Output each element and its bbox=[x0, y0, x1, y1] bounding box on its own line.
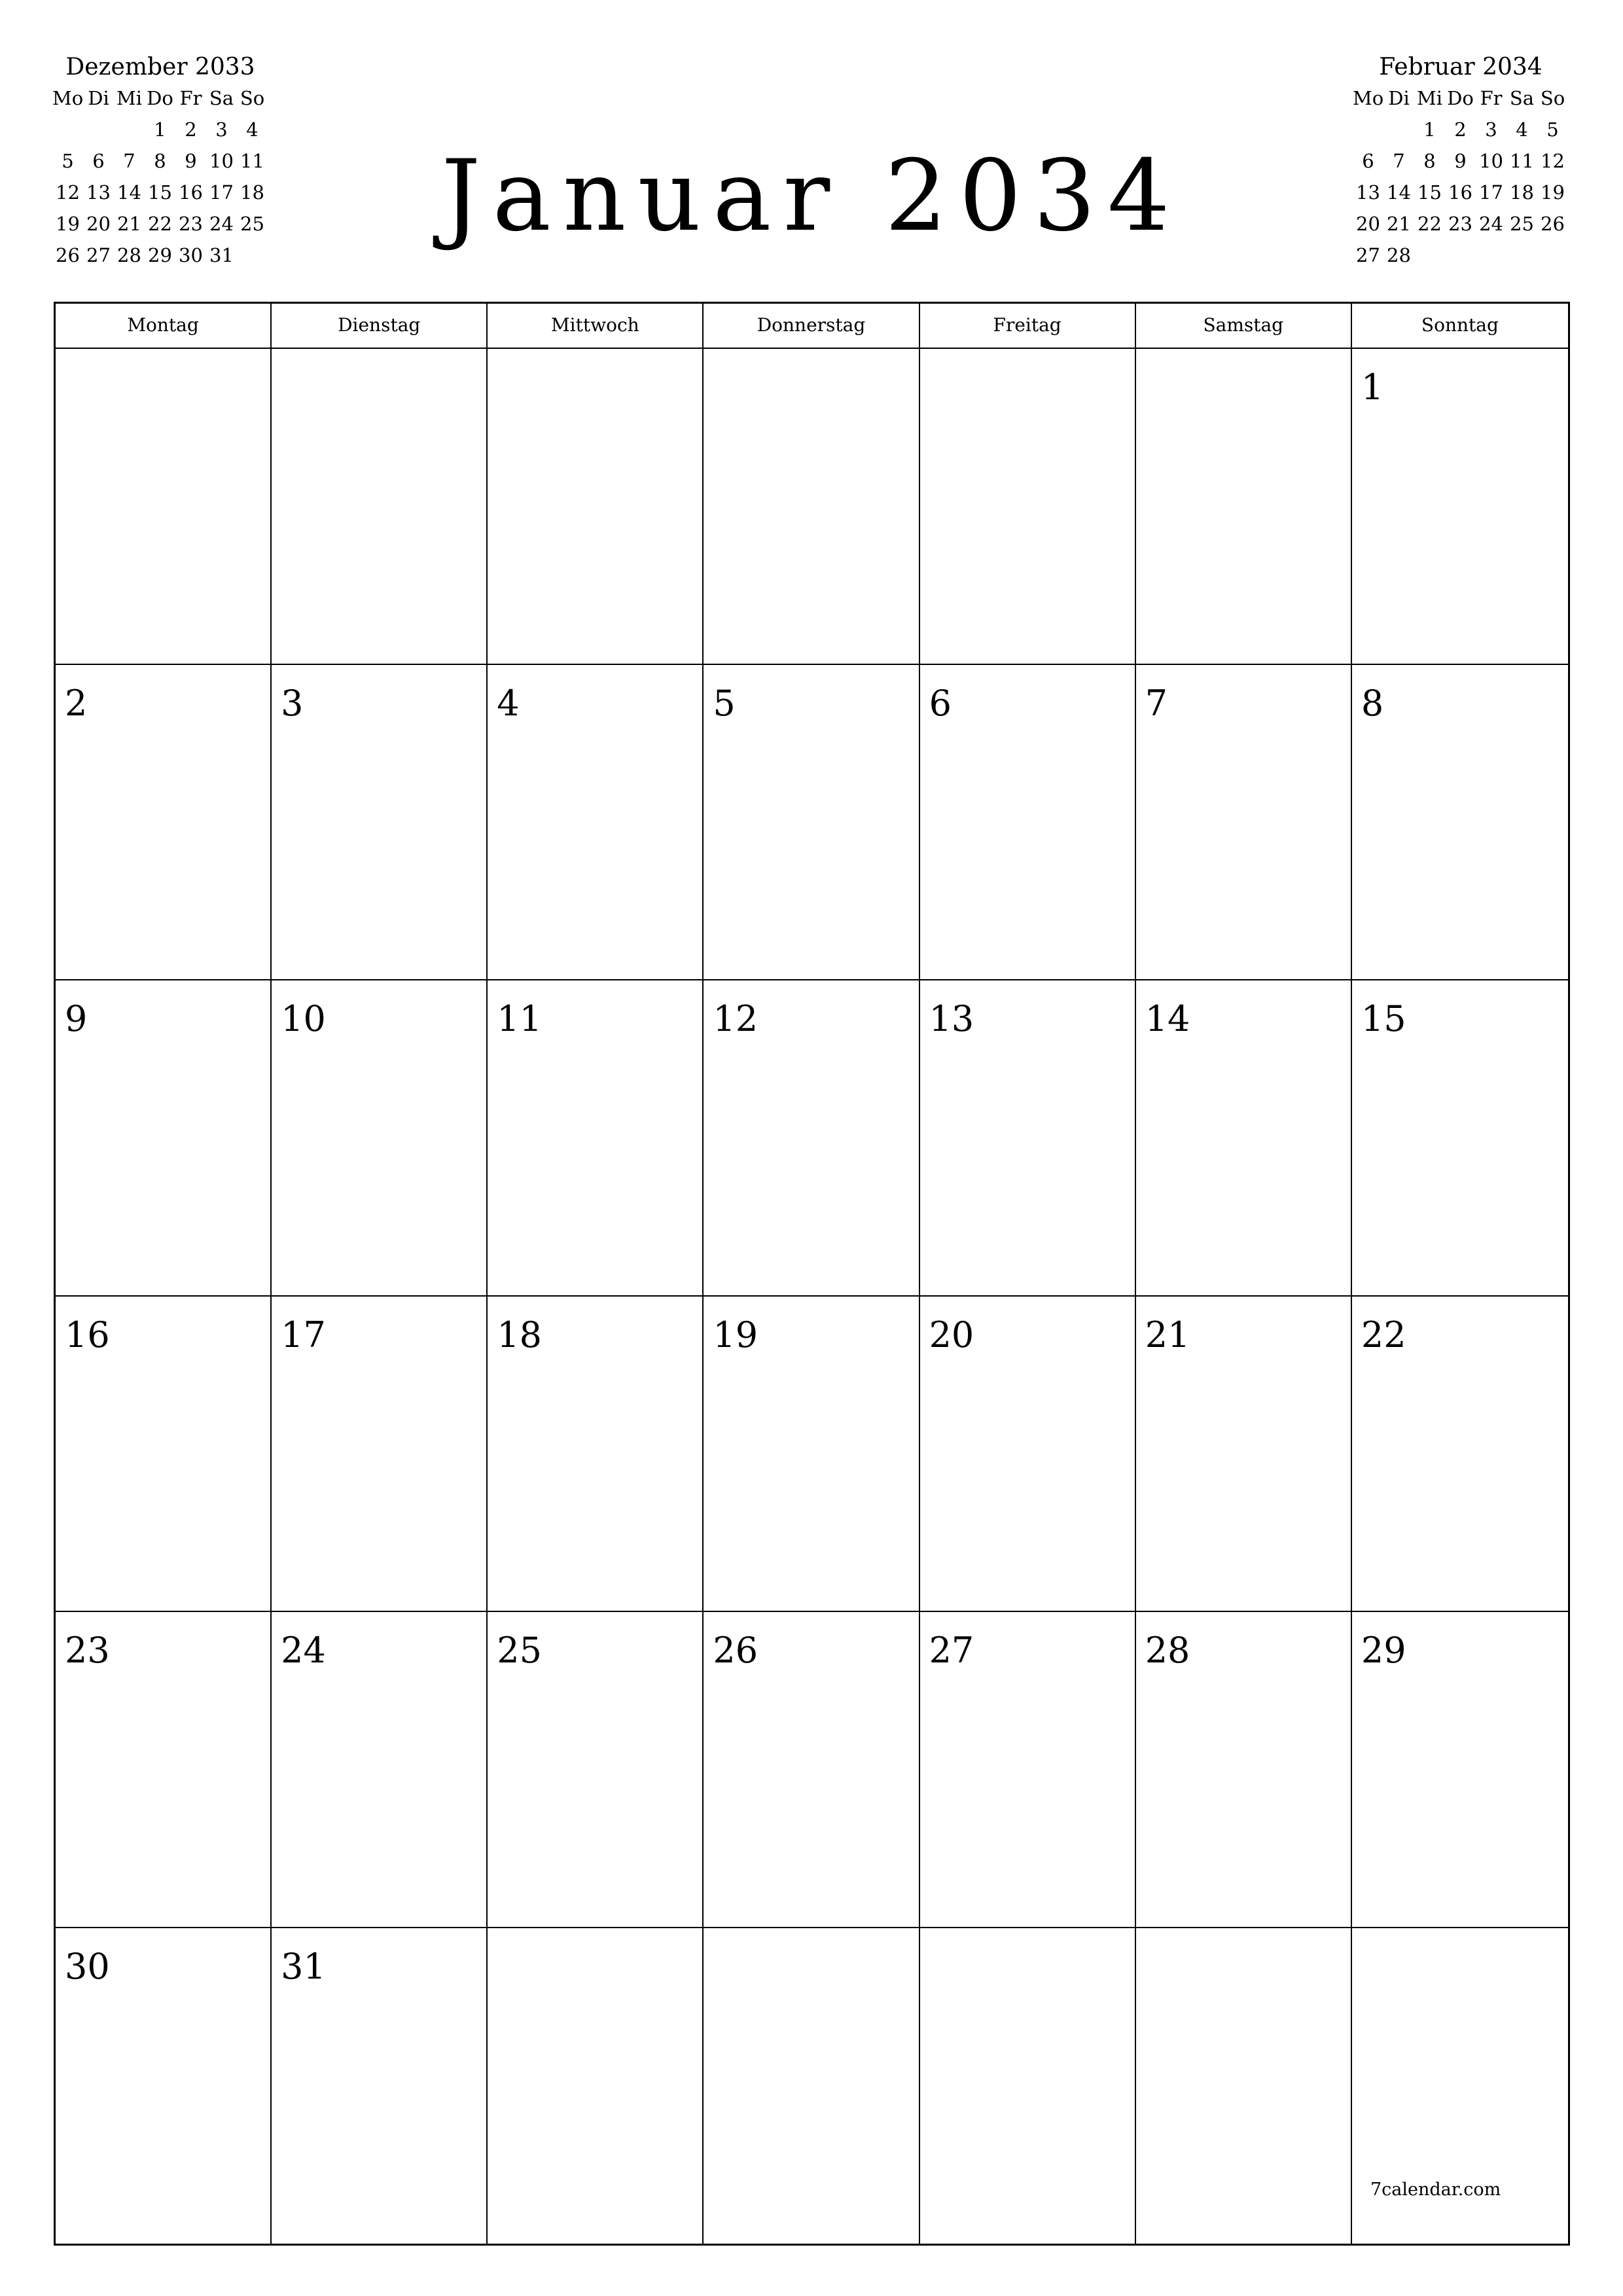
mini-day bbox=[1383, 114, 1414, 145]
day-number: 14 bbox=[1145, 998, 1190, 1039]
mini-day bbox=[1353, 114, 1383, 145]
day-cell bbox=[704, 665, 919, 981]
day-number: 18 bbox=[497, 1314, 542, 1355]
mini-day: 26 bbox=[1541, 213, 1565, 235]
mini-day: 9 bbox=[1454, 150, 1467, 172]
day-number: 5 bbox=[713, 682, 736, 724]
mini-day: 9 bbox=[185, 150, 197, 172]
mini-day: 5 bbox=[62, 150, 74, 172]
mini-calendar-next-month bbox=[1353, 52, 1569, 271]
day-cell bbox=[272, 349, 488, 665]
weekday-header: Samstag bbox=[1136, 304, 1352, 349]
mini-day: 4 bbox=[1516, 118, 1528, 141]
mini-day: 25 bbox=[1510, 213, 1534, 235]
mini-day: 31 bbox=[209, 244, 234, 266]
mini-day: 23 bbox=[1448, 213, 1472, 235]
day-number: 10 bbox=[281, 998, 326, 1039]
day-cell bbox=[704, 1928, 919, 2244]
mini-day: 11 bbox=[1510, 150, 1534, 172]
day-number: 19 bbox=[713, 1314, 758, 1355]
mini-day bbox=[1537, 240, 1568, 271]
mini-weekday-label: So bbox=[1540, 87, 1565, 109]
weekday-header: Mittwoch bbox=[488, 304, 704, 349]
day-number: 20 bbox=[929, 1314, 974, 1355]
day-number: 23 bbox=[65, 1630, 110, 1671]
day-number: 16 bbox=[65, 1314, 110, 1355]
mini-day: 14 bbox=[117, 181, 141, 204]
page-title: Januar 2034 bbox=[441, 139, 1182, 253]
mini-day: 8 bbox=[154, 150, 166, 172]
day-cell bbox=[704, 1612, 919, 1928]
mini-day: 24 bbox=[1479, 213, 1503, 235]
day-cell bbox=[1136, 665, 1352, 981]
day-number: 13 bbox=[929, 998, 974, 1039]
mini-calendar-grid bbox=[52, 82, 268, 271]
mini-day: 6 bbox=[1362, 150, 1374, 172]
mini-weekday-label: Sa bbox=[209, 87, 234, 109]
mini-day bbox=[237, 240, 268, 271]
mini-day: 12 bbox=[56, 181, 80, 204]
mini-day: 16 bbox=[1448, 181, 1472, 204]
mini-day: 17 bbox=[1479, 181, 1503, 204]
day-cell bbox=[1352, 1297, 1568, 1613]
mini-day: 1 bbox=[154, 118, 166, 141]
day-number: 24 bbox=[281, 1630, 326, 1671]
mini-weekday-label: Mo bbox=[1353, 87, 1384, 109]
mini-weekday-label: Fr bbox=[1480, 87, 1503, 109]
day-number: 17 bbox=[281, 1314, 326, 1355]
day-cell bbox=[704, 349, 919, 665]
mini-day: 3 bbox=[215, 118, 228, 141]
mini-calendar-title: Dezember 2033 bbox=[65, 54, 255, 81]
mini-day: 13 bbox=[1356, 181, 1380, 204]
day-cell bbox=[56, 1928, 272, 2244]
weekday-header: Sonntag bbox=[1352, 304, 1568, 349]
day-cell bbox=[488, 1297, 704, 1613]
day-cell bbox=[272, 980, 488, 1297]
mini-day: 20 bbox=[1356, 213, 1380, 235]
day-cell bbox=[1136, 1297, 1352, 1613]
day-number: 15 bbox=[1361, 998, 1406, 1039]
day-number: 8 bbox=[1361, 682, 1384, 724]
mini-weekday-label: So bbox=[240, 87, 265, 109]
mini-day: 30 bbox=[179, 244, 203, 266]
day-number: 27 bbox=[929, 1630, 974, 1671]
mini-day: 3 bbox=[1485, 118, 1497, 141]
mini-weekday-label: Di bbox=[1388, 87, 1410, 109]
mini-day bbox=[1476, 240, 1507, 271]
mini-weekday-label: Do bbox=[1447, 87, 1474, 109]
mini-weekday-label: Di bbox=[88, 87, 109, 109]
mini-calendar-title: Februar 2034 bbox=[1379, 54, 1543, 81]
day-number: 12 bbox=[713, 998, 758, 1039]
mini-day: 11 bbox=[240, 150, 264, 172]
mini-day bbox=[114, 114, 145, 145]
day-cell bbox=[1352, 349, 1568, 665]
day-number: 25 bbox=[497, 1630, 542, 1671]
mini-day: 21 bbox=[117, 213, 141, 235]
mini-weekday-label: Mi bbox=[1417, 87, 1442, 109]
mini-day: 16 bbox=[179, 181, 203, 204]
day-cell bbox=[920, 665, 1136, 981]
day-number: 7 bbox=[1145, 682, 1168, 724]
day-cell bbox=[704, 1297, 919, 1613]
day-number: 21 bbox=[1145, 1314, 1190, 1355]
mini-day: 8 bbox=[1423, 150, 1436, 172]
day-number: 28 bbox=[1145, 1630, 1190, 1671]
mini-calendar-grid bbox=[1353, 82, 1569, 271]
weekday-header: Dienstag bbox=[272, 304, 488, 349]
mini-day: 28 bbox=[1387, 244, 1411, 266]
day-cell bbox=[488, 1612, 704, 1928]
day-cell bbox=[272, 665, 488, 981]
mini-day: 7 bbox=[1393, 150, 1405, 172]
day-number: 30 bbox=[65, 1945, 110, 1987]
day-cell bbox=[1136, 980, 1352, 1297]
mini-day: 24 bbox=[209, 213, 234, 235]
mini-day: 25 bbox=[240, 213, 264, 235]
mini-day bbox=[1507, 240, 1537, 271]
day-cell bbox=[704, 980, 919, 1297]
mini-weekday-label: Fr bbox=[179, 87, 202, 109]
day-cell bbox=[56, 1297, 272, 1613]
day-number: 4 bbox=[497, 682, 520, 724]
mini-day: 14 bbox=[1387, 181, 1411, 204]
day-cell bbox=[1352, 980, 1568, 1297]
weekday-header: Donnerstag bbox=[704, 304, 919, 349]
mini-day: 18 bbox=[240, 181, 264, 204]
day-cell bbox=[272, 1297, 488, 1613]
mini-day: 28 bbox=[117, 244, 141, 266]
mini-weekday-label: Mi bbox=[116, 87, 142, 109]
day-cell bbox=[1136, 349, 1352, 665]
day-number: 11 bbox=[497, 998, 542, 1039]
day-number: 3 bbox=[281, 682, 304, 724]
day-cell bbox=[56, 980, 272, 1297]
mini-day bbox=[83, 114, 114, 145]
mini-day: 18 bbox=[1510, 181, 1534, 204]
weekday-header: Montag bbox=[56, 304, 272, 349]
day-number: 9 bbox=[65, 998, 88, 1039]
mini-day: 15 bbox=[1418, 181, 1442, 204]
day-number: 2 bbox=[65, 682, 88, 724]
mini-day: 22 bbox=[1418, 213, 1442, 235]
mini-day: 27 bbox=[1356, 244, 1380, 266]
footer-credit: 7calendar.com bbox=[1370, 2179, 1501, 2200]
day-cell bbox=[56, 349, 272, 665]
day-cell bbox=[1136, 1612, 1352, 1928]
day-number: 1 bbox=[1361, 367, 1384, 408]
day-cell bbox=[488, 980, 704, 1297]
day-cell bbox=[1352, 1612, 1568, 1928]
day-cell bbox=[920, 980, 1136, 1297]
mini-day: 23 bbox=[179, 213, 203, 235]
mini-day: 19 bbox=[56, 213, 80, 235]
day-number: 6 bbox=[929, 682, 952, 724]
mini-weekday-label: Mo bbox=[52, 87, 84, 109]
day-number: 31 bbox=[281, 1945, 326, 1987]
mini-day: 27 bbox=[86, 244, 111, 266]
day-cell bbox=[272, 1612, 488, 1928]
mini-weekday-label: Do bbox=[147, 87, 173, 109]
mini-day: 20 bbox=[86, 213, 111, 235]
mini-day: 15 bbox=[148, 181, 172, 204]
day-cell bbox=[920, 349, 1136, 665]
mini-day: 12 bbox=[1541, 150, 1565, 172]
day-cell bbox=[1352, 665, 1568, 981]
day-cell bbox=[920, 1928, 1136, 2244]
mini-day: 17 bbox=[209, 181, 234, 204]
day-number: 26 bbox=[713, 1630, 758, 1671]
day-cell bbox=[920, 1297, 1136, 1613]
day-cell bbox=[272, 1928, 488, 2244]
day-number: 22 bbox=[1361, 1314, 1406, 1355]
mini-weekday-label: Sa bbox=[1509, 87, 1535, 109]
mini-day: 6 bbox=[92, 150, 105, 172]
mini-day: 13 bbox=[86, 181, 111, 204]
mini-day: 2 bbox=[185, 118, 197, 141]
mini-day: 5 bbox=[1546, 118, 1559, 141]
day-number: 29 bbox=[1361, 1630, 1406, 1671]
day-cell bbox=[56, 665, 272, 981]
day-cell bbox=[56, 1612, 272, 1928]
mini-day bbox=[52, 114, 83, 145]
mini-day bbox=[1414, 240, 1445, 271]
day-cell bbox=[488, 349, 704, 665]
mini-day: 19 bbox=[1541, 181, 1565, 204]
day-cell bbox=[488, 665, 704, 981]
weekday-header: Freitag bbox=[920, 304, 1136, 349]
day-cell bbox=[920, 1612, 1136, 1928]
mini-day bbox=[1445, 240, 1476, 271]
mini-day: 4 bbox=[246, 118, 259, 141]
mini-calendar-previous-month bbox=[52, 52, 268, 271]
mini-day: 29 bbox=[148, 244, 172, 266]
mini-day: 21 bbox=[1387, 213, 1411, 235]
day-cell bbox=[1136, 1928, 1352, 2244]
mini-day: 2 bbox=[1454, 118, 1467, 141]
mini-day: 7 bbox=[123, 150, 135, 172]
mini-day: 1 bbox=[1423, 118, 1436, 141]
mini-day: 26 bbox=[56, 244, 80, 266]
day-cell bbox=[488, 1928, 704, 2244]
mini-day: 10 bbox=[1479, 150, 1503, 172]
mini-day: 10 bbox=[209, 150, 234, 172]
mini-day: 22 bbox=[148, 213, 172, 235]
month-grid bbox=[54, 302, 1570, 2246]
